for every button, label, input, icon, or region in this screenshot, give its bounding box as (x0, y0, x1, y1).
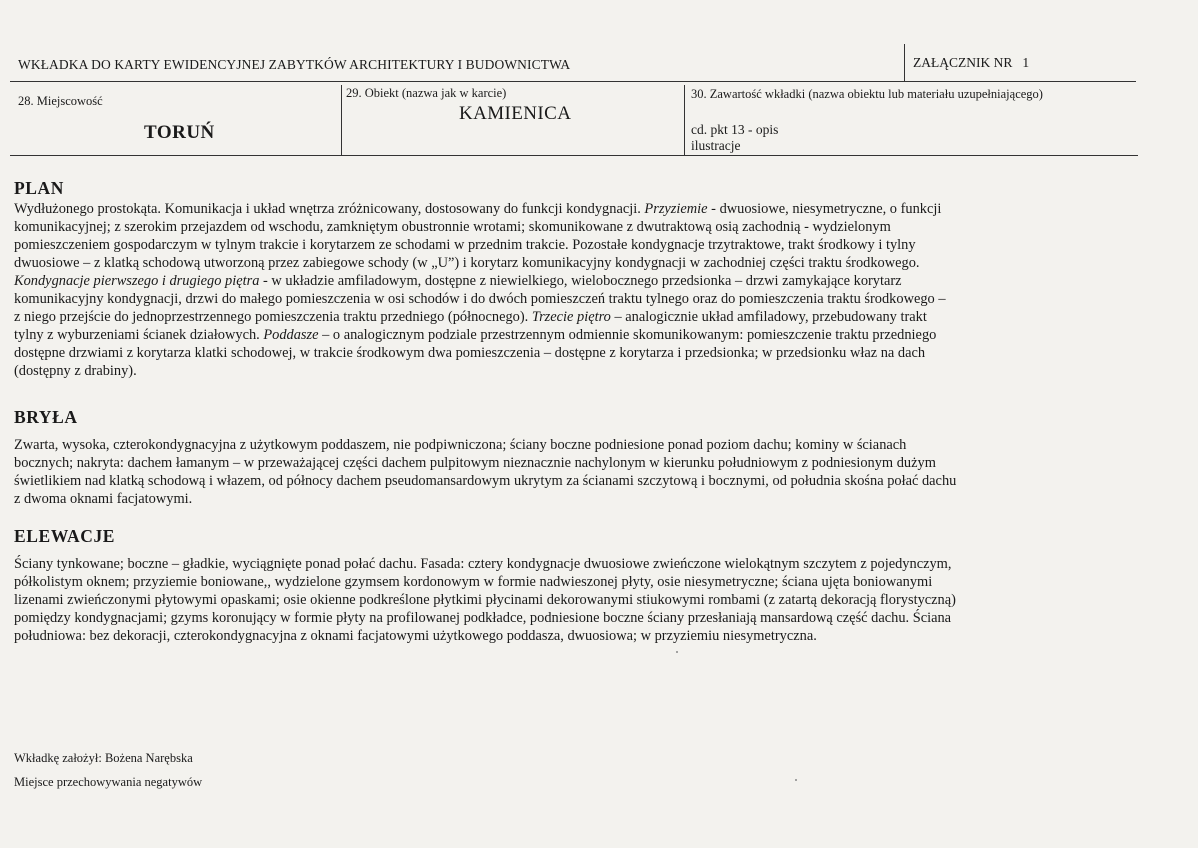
plan-line-5 (14, 272, 1134, 290)
plan-line-7b: Trzecie piętro (531, 309, 611, 325)
plan-line-2: komunikacyjnej; z szerokim przejazdem od wschodu, zamkniętym obustronnie wrotami; skomunikowane z dwutraktową osią zachodnią - wydzielonym (14, 219, 891, 235)
bryla-line-4: z dwoma oknami facjatowymi. (14, 491, 193, 507)
plan-line-4: dwuosiowe – z klatką schodową utworzoną przez zabiegowe schody (w „U”) i korytarz komunikacyjny kondygnacji w zachodniej części traktu środkowego. (14, 255, 920, 271)
negatives-location: Miejsce przechowywania negatywów (14, 775, 203, 789)
plan-line-5a: Kondygnacje pierwszego i drugiego piętra (14, 273, 260, 289)
plan-text (14, 200, 1134, 380)
author-line (14, 751, 193, 766)
elewacje-text (14, 555, 1134, 645)
plan-line-1a: Wydłużonego prostokąta. Komunikacja i układ wnętrza zróżnicowany, dostosowany do funkcji kondygnacji. (14, 201, 645, 217)
contents-field (688, 86, 1138, 154)
annex-number: 1 (1022, 55, 1030, 70)
locality-label: 28. Miejscowość (18, 94, 103, 108)
plan-line-8c: – o analogicznym podziale przestrzennym odmiennie skomunikowanym: pomieszczenie traktu przedniego (318, 327, 937, 343)
elewacje-line-4: pomiędzy kondygnacjami; gzyms koronujący w formie płyty na profilowanej podkładce, podniesione boczne ściany przesłaniają mansardową część dachu. Ściana (14, 610, 952, 626)
bryla-line-2: bocznych; nakryta: dachem łamanym – w przeważającej części dachem pulpitowym nieznacznie nachylonym w kierunku południowym z podniesionym dużym (14, 455, 936, 471)
plan-line-6: komunikacyjny kondygnacji, drzwi do małego pomieszczenia w osi schodów i do dwóch pomieszczeń traktu tylnego oraz do pomieszczenia traktu środkowego – (14, 291, 946, 307)
plan-line-7c: – analogicznie układ amfiladowy, przebudowany trakt (610, 309, 927, 325)
annex-label (913, 55, 1029, 71)
plan-line-8 (14, 326, 1134, 344)
object-label: 29. Obiekt (nazwa jak w karcie) (346, 86, 507, 100)
scan-speck (676, 651, 678, 653)
plan-line-8a: tylny z wyburzeniami ścianek działowych. (14, 327, 264, 343)
scan-speck (795, 779, 797, 781)
bryla-line-3: świetlikiem nad klatką schodową i włazem, od północy dachem pseudomansardowym ukrytym za ścianami szczytową i bocznymi, od południa skośna połać dachu (14, 473, 957, 489)
locality-field (10, 86, 336, 154)
plan-line-7 (14, 308, 1134, 326)
bryla-heading: BRYŁA (14, 407, 78, 427)
contents-label: 30. Zawartość wkładki (nazwa obiektu lub materiału uzupełniającego) (691, 87, 1043, 101)
object-value: KAMIENICA (459, 103, 572, 124)
plan-line-5b: - w układzie amfiladowym, dostępne z niewielkiego, wielobocznego przedsionka – drzwi zamykające korytarz (259, 273, 902, 289)
elewacje-line-1: Ściany tynkowane; boczne – gładkie, wyciągnięte ponad połać dachu. Fasada: cztery kondygnacje dwuosiowe zwieńczone wielokątnym szczytem z pojedynczym, (14, 556, 952, 572)
plan-line-1c: - dwuosiowe, niesymetryczne, o funkcji (707, 201, 942, 217)
elewacje-line-5: południowa: bez dekoracji, czterokondygnacyjna z oknami facjatowymi użytkowego poddasza, dwuosiowa; w przyziemiu niesymetryczna. (14, 628, 817, 644)
plan-line-8b: Poddasze (263, 327, 319, 343)
header-rule (10, 81, 1136, 82)
plan-line-1b: Przyziemie (644, 201, 708, 217)
contents-line-1: cd. pkt 13 - opis (691, 122, 779, 137)
elewacje-line-3: lizenami zwieńczonymi płytowymi opaskami; osie okienne podkreślone płytkimi płycinami dekorowanymi stiukowymi rombami (z zatartą dekoracją florystyczną) (14, 592, 956, 608)
plan-line-7a: z niego przejście do jednoprzestrzennego pomieszczenia traktu przedniego (północnego). (14, 309, 532, 325)
object-field (341, 85, 685, 155)
elewacje-line-2: półkolistym oknem; przyziemie boniowane,, wydzielone gzymsem kordonowym w formie nadwieszonej płyty, osie niesymetryczne; ściana ujęta boniowanymi (14, 574, 933, 590)
annex-label-text: ZAŁĄCZNIK NR (913, 55, 1013, 70)
document-title: WKŁADKA DO KARTY EWIDENCYJNEJ ZABYTKÓW ARCHITEKTURY I BUDOWNICTWA (18, 57, 571, 72)
locality-value: TORUŃ (144, 122, 215, 143)
elewacje-heading: ELEWACJE (14, 526, 116, 546)
author-name: Bożena Narębska (104, 751, 193, 765)
bryla-line-1: Zwarta, wysoka, czterokondygnacyjna z użytkowym poddaszem, nie podpiwniczona; ściany boczne podniesione ponad poziom dachu; kominy w ścianach (14, 437, 907, 453)
author-label: Wkładkę założył: (14, 751, 102, 765)
plan-line-1 (14, 200, 1134, 218)
contents-line-2: ilustracje (691, 138, 741, 153)
plan-line-10: (dostępny z drabiny). (14, 363, 137, 379)
header-divider (904, 44, 905, 82)
plan-line-9: dostępne drzwiami z korytarza klatki schodowej, w trakcie środkowym dwa pomieszczenia – dostępne z korytarza i przedsionka; w przedsionku właz na dach (14, 345, 926, 361)
info-row-rule (10, 155, 1138, 156)
plan-heading: PLAN (14, 178, 65, 198)
plan-line-3: pomieszczeniem gospodarczym w tylnym trakcie i korytarzem ze schodami w przednim trakcie. Pozostałe kondygnacje trzytraktowe, trakt środkowy i tylny (14, 237, 916, 253)
bryla-text (14, 436, 1134, 508)
